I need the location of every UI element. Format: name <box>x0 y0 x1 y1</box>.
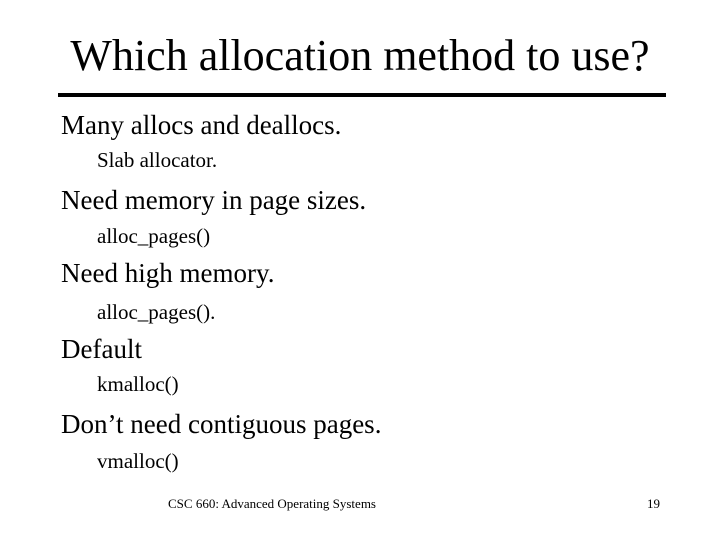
sub-bullet-item-2: alloc_pages() <box>97 224 211 248</box>
slide-title: Which allocation method to use? <box>70 31 650 80</box>
bullet-item-2: Need memory in page sizes. <box>61 185 367 215</box>
sub-bullet-item-4: kmalloc() <box>97 372 179 396</box>
slide-number: 19 <box>647 496 660 511</box>
bullet-item-3: Need high memory. <box>61 258 275 288</box>
bullet-item-4: Default <box>61 334 142 364</box>
bullet-item-5: Don’t need contiguous pages. <box>61 409 382 439</box>
bullet-item-1: Many allocs and deallocs. <box>61 110 342 140</box>
sub-bullet-item-1: Slab allocator. <box>97 148 218 172</box>
sub-bullet-item-3: alloc_pages(). <box>97 300 216 324</box>
sub-bullet-item-5: vmalloc() <box>97 449 179 473</box>
slide-footer: CSC 660: Advanced Operating Systems <box>168 496 376 511</box>
